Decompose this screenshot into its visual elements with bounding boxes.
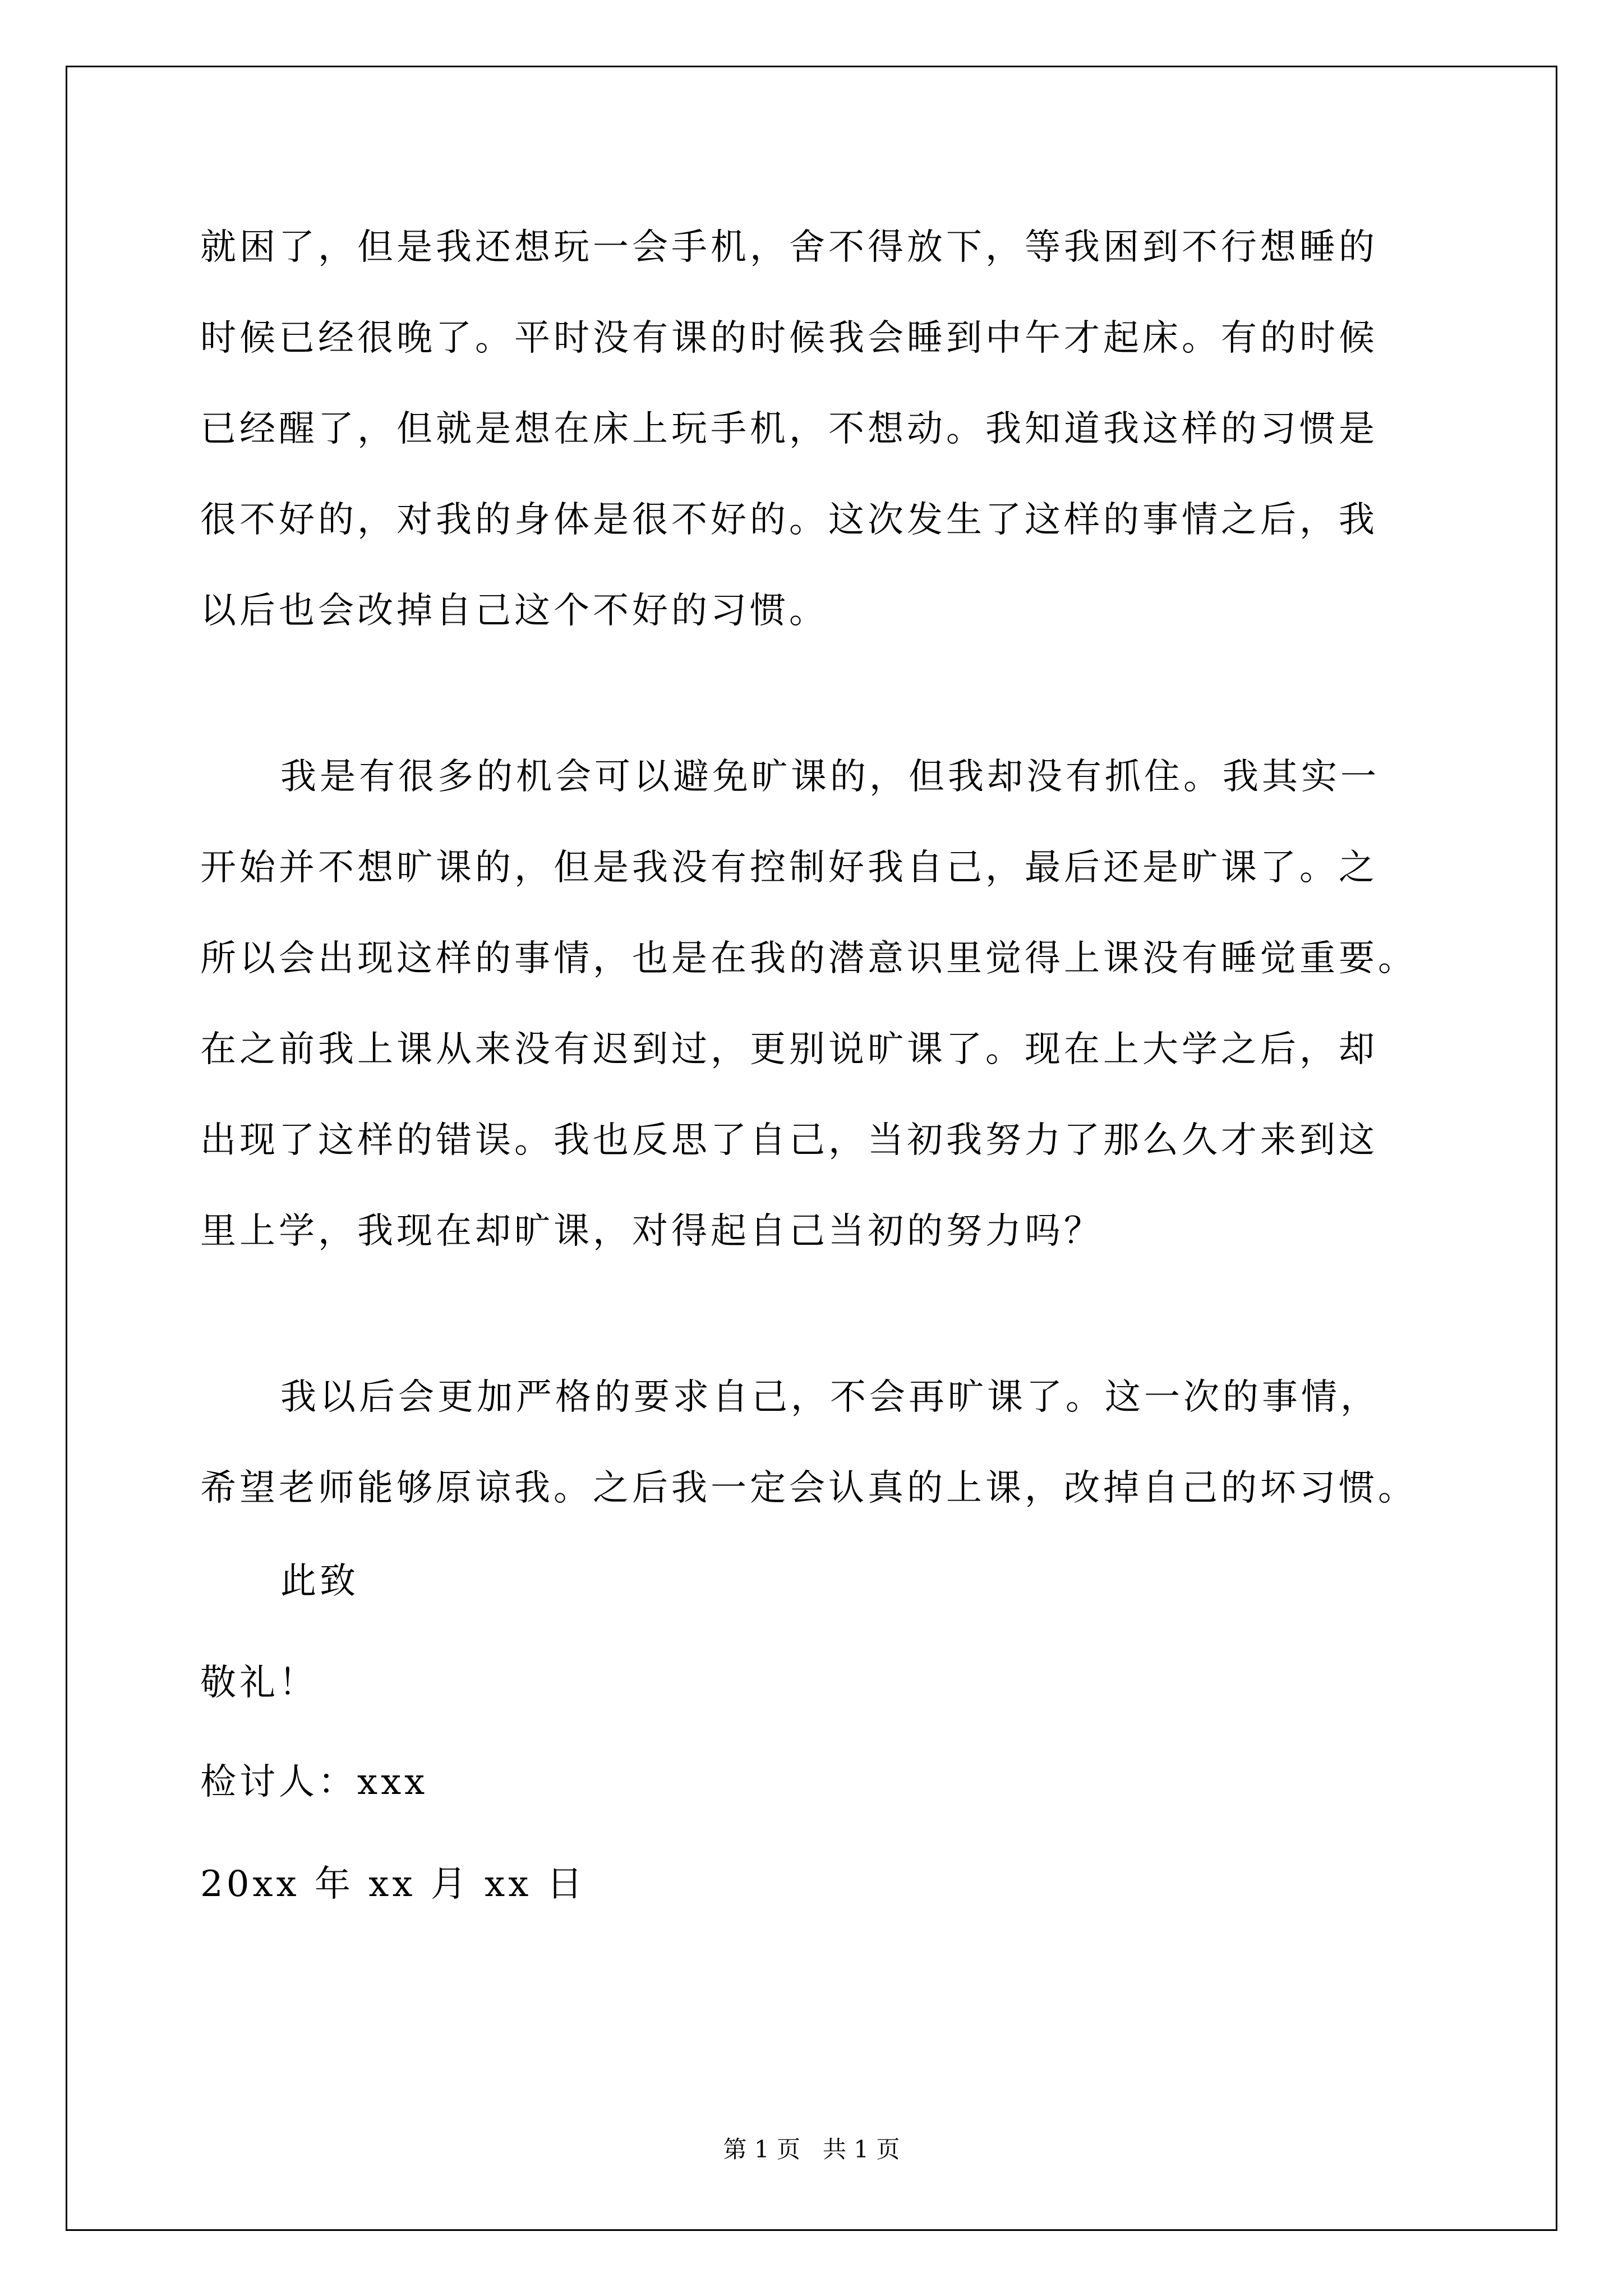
- body-line: 已经醒了，但就是想在床上玩手机，不想动。我知道我这样的习惯是: [200, 408, 1378, 450]
- body-line: 我是有很多的机会可以避免旷课的，但我却没有抓住。我其实一: [280, 756, 1380, 798]
- body-line: 时候已经很晚了。平时没有课的时候我会睡到中午才起床。有的时候: [200, 318, 1378, 359]
- body-line: 以后也会改掉自己这个不好的习惯。: [200, 590, 828, 632]
- body-line: 里上学，我现在却旷课，对得起自己当初的努力吗？: [200, 1211, 1103, 1252]
- body-line: 很不好的，对我的身体是很不好的。这次发生了这样的事情之后，我: [200, 499, 1378, 541]
- closing-respect: 敬礼！: [200, 1662, 318, 1704]
- signer-line: 检讨人：xxx: [200, 1761, 428, 1803]
- body-line: 在之前我上课从来没有迟到过，更别说旷课了。现在上大学之后，却: [200, 1029, 1378, 1070]
- body-line: 出现了这样的错误。我也反思了自己，当初我努力了那么久才来到这: [200, 1120, 1378, 1161]
- body-line: 希望老师能够原谅我。之后我一定会认真的上课，改掉自己的坏习惯。: [200, 1467, 1417, 1509]
- body-line: 我以后会更加严格的要求自己，不会再旷课了。这一次的事情，: [280, 1377, 1380, 1418]
- body-line: 就困了，但是我还想玩一会手机，舍不得放下，等我困到不行想睡的: [200, 227, 1378, 268]
- body-line: 开始并不想旷课的，但是我没有控制好我自己，最后还是旷课了。之: [200, 847, 1378, 889]
- page-number-footer: 第 1 页 共 1 页: [723, 2136, 900, 2163]
- body-line: 所以会出现这样的事情，也是在我的潜意识里觉得上课没有睡觉重要。: [200, 938, 1417, 979]
- closing-salutation: 此致: [280, 1561, 359, 1602]
- date-line: 20xx 年 xx 月 xx 日: [200, 1864, 586, 1905]
